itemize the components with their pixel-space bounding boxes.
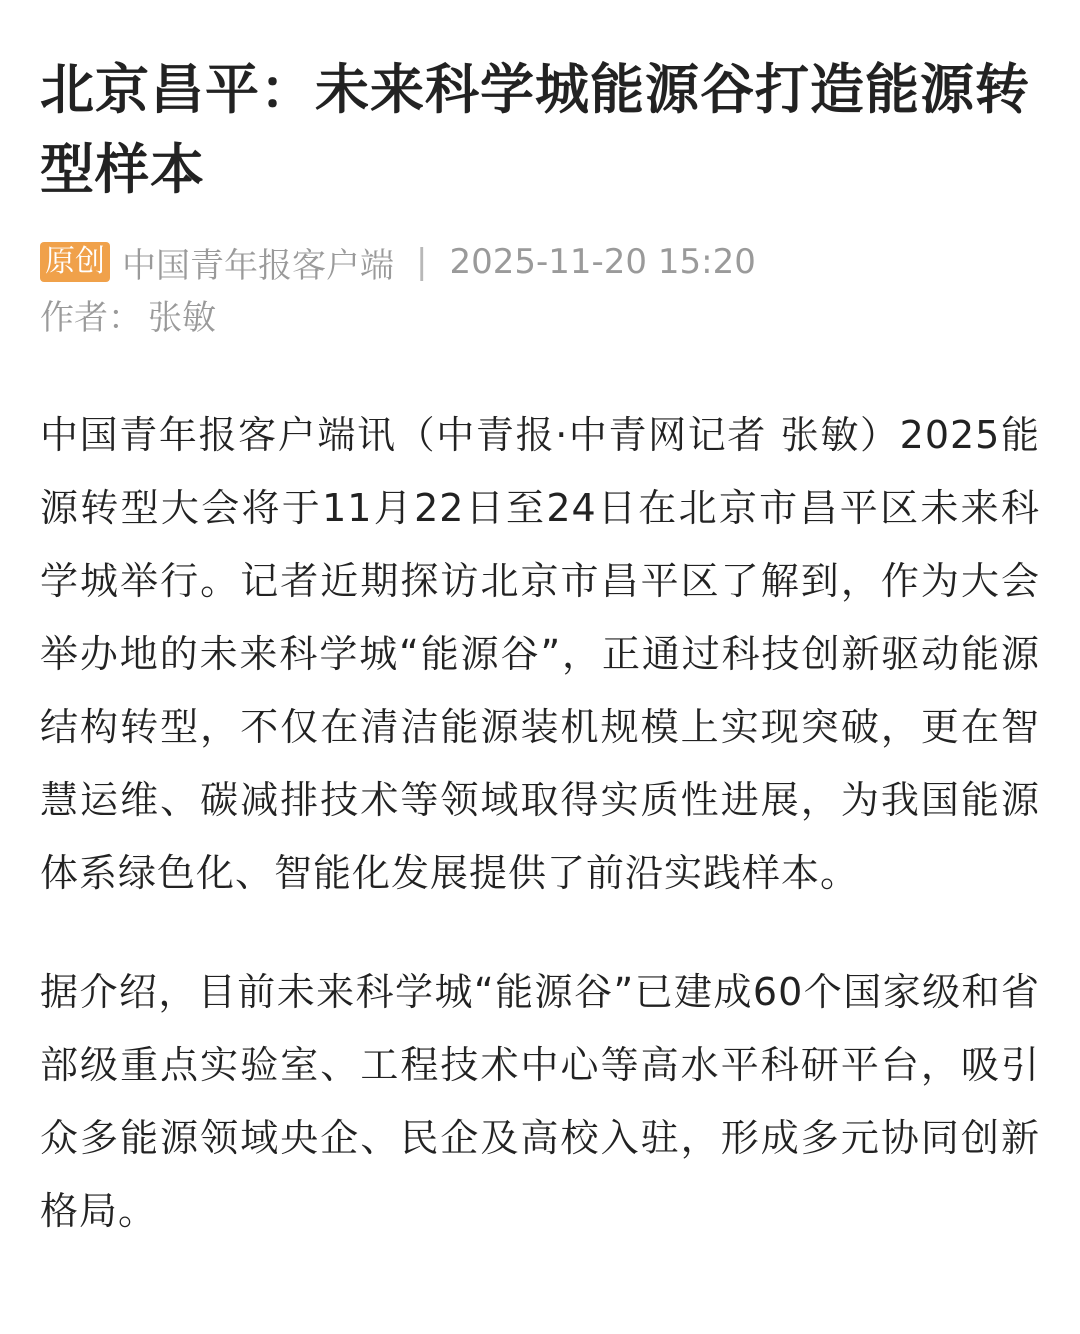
source-link[interactable]: 中国青年报客户端 <box>122 245 394 286</box>
article-title: 北京昌平：未来科学城能源谷打造能源转型样本 <box>40 58 1030 201</box>
author-label: 作者： <box>40 298 142 338</box>
original-badge: 原创 <box>40 242 110 282</box>
meta-separator: | <box>416 242 428 282</box>
author-name: 张敏 <box>148 298 216 338</box>
publish-datetime: 2025-11-20 15:20 <box>449 242 756 282</box>
body-paragraph-1: 中国青年报客户端讯（中青报·中青网记者 张敏）2025能源转型大会将于11月22日至24日在北京市昌平区未来科学城举行。记者近期探访北京市昌平区了解到，作为大会举办地的未来科学城“能源谷”，正通过科技创新驱动能源结构转型，不仅在清洁能源装机规模上实现突破，更在智慧运维、碳减排技术等领域取得实质性进展，为我国能源体系绿色化、智能化发展提供了前沿实践样本。 <box>40 413 1040 895</box>
article-meta <box>40 239 1040 285</box>
author-line <box>40 295 1040 341</box>
body-paragraph-2: 据介绍，目前未来科学城“能源谷”已建成60个国家级和省部级重点实验室、工程技术中心等高水平科研平台，吸引众多能源领域央企、民企及高校入驻，形成多元协同创新格局。 <box>40 970 1040 1233</box>
